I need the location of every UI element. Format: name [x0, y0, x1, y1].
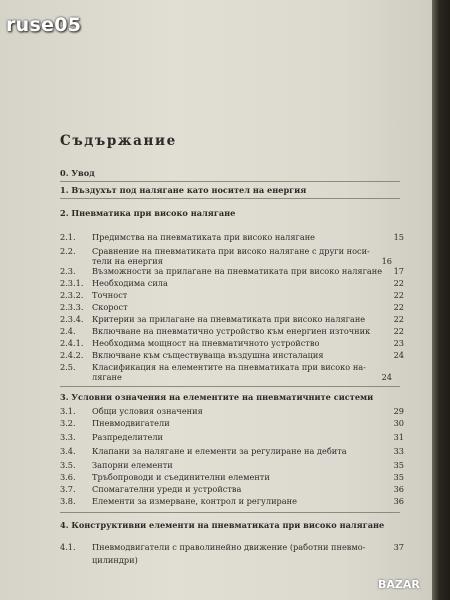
toc-text: Спомагателни уреди и устройства — [92, 484, 242, 494]
toc-entry-2-4-2 — [60, 349, 404, 361]
toc-chapter-3 — [60, 391, 404, 403]
watermark-bottom: BAZAR — [378, 578, 420, 591]
toc-number: 3.1. — [60, 406, 76, 416]
toc-text: Точност — [92, 290, 128, 300]
toc-text: Включване към съществуваща въздушна инсталация — [92, 350, 324, 360]
toc-number: 2.3.2. — [60, 290, 84, 300]
toc-page: 36 — [393, 484, 404, 494]
toc-page: 35 — [393, 472, 404, 482]
toc-number: 2.2. — [60, 246, 76, 256]
toc-entry-2-3 — [60, 265, 404, 277]
toc-text: Необходима мощност на пневматичното устройство — [92, 338, 320, 348]
toc-text: Общи условия означения — [92, 406, 203, 416]
toc-chapter-text: 1. Въздухът под налягане като носител на енергия — [60, 185, 307, 195]
toc-entry-2-4 — [60, 325, 404, 337]
toc-number: 3.8. — [60, 496, 76, 506]
toc-page: 15 — [393, 232, 404, 242]
toc-page: 22 — [393, 290, 404, 300]
toc-entry-3-8 — [60, 495, 404, 507]
toc-chapter-1 — [60, 184, 404, 196]
toc-number: 2.3.3. — [60, 302, 84, 312]
toc-text: Възможности за прилагане на пневматиката при високо налягане — [92, 266, 383, 276]
toc-entry-2-5-cont — [92, 371, 392, 383]
toc-number: 3.2. — [60, 418, 76, 428]
toc-number: 4.1. — [60, 542, 76, 552]
toc-text: тели на енергия — [92, 256, 163, 266]
toc-page: 31 — [393, 432, 404, 442]
toc-entry-3-1 — [60, 405, 404, 417]
toc-text: лягане — [92, 372, 122, 382]
toc-number: 2.3.1. — [60, 278, 84, 288]
toc-text: Предимства на пневматиката при високо налягане — [92, 232, 316, 242]
toc-entry-4-1-cont — [92, 554, 392, 566]
toc-entry-2-4-1 — [60, 337, 404, 349]
toc-chapter-text: 0. Увод — [60, 168, 95, 178]
toc-text: Включване на пневматично устройство към енергиен източник — [92, 326, 371, 336]
toc-number: 3.5. — [60, 460, 76, 470]
toc-entry-2-1 — [60, 231, 404, 243]
toc-number: 3.3. — [60, 432, 76, 442]
toc-page: 36 — [393, 496, 404, 506]
toc-page: 30 — [393, 418, 404, 428]
toc-text: Запорни елементи — [92, 460, 173, 470]
toc-entry-2-3-3 — [60, 301, 404, 313]
toc-text: Пневмодвигатели с праволинейно движение (работни пневмо- — [92, 542, 366, 552]
divider — [60, 386, 400, 387]
toc-text: Класификация на елементите на пневматиката при високо на- — [92, 362, 366, 372]
toc-chapter-0 — [60, 167, 404, 179]
toc-entry-4-1 — [60, 541, 404, 553]
watermark: ruse05 — [6, 14, 82, 36]
toc-page: 24 — [393, 350, 404, 360]
toc-text: Клапани за налягане и елементи за регулиране на дебита — [92, 446, 347, 456]
contents-title: Съдържание — [60, 133, 177, 149]
toc-page: 22 — [393, 302, 404, 312]
toc-number: 2.3.4. — [60, 314, 84, 324]
toc-page: 16 — [381, 256, 392, 266]
toc-entry-2-3-2 — [60, 289, 404, 301]
toc-text: Скорост — [92, 302, 128, 312]
toc-text: цилиндри) — [92, 555, 138, 565]
toc-chapter-text: 2. Пневматика при високо налягане — [60, 208, 236, 218]
toc-entry-2-3-4 — [60, 313, 404, 325]
divider — [60, 512, 400, 513]
toc-entry-3-4 — [60, 445, 404, 457]
toc-entry-2-3-1 — [60, 277, 404, 289]
toc-chapter-2 — [60, 207, 404, 219]
toc-text: Тръбопроводи и съединителни елементи — [92, 472, 270, 482]
divider — [60, 181, 400, 182]
toc-page: 33 — [393, 446, 404, 456]
toc-number: 2.5. — [60, 362, 76, 372]
toc-page: 35 — [393, 460, 404, 470]
toc-number: 2.4.1. — [60, 338, 84, 348]
toc-text: Разпределители — [92, 432, 163, 442]
toc-page: 22 — [393, 278, 404, 288]
toc-page: 29 — [393, 406, 404, 416]
toc-entry-3-6 — [60, 471, 404, 483]
toc-page: 22 — [393, 314, 404, 324]
toc-number: 3.4. — [60, 446, 76, 456]
toc-entry-3-5 — [60, 459, 404, 471]
toc-number: 2.1. — [60, 232, 76, 242]
toc-chapter-text: 3. Условни означения на елементите на пневматичните системи — [60, 392, 374, 402]
toc-page: 24 — [381, 372, 392, 382]
book-spine — [432, 0, 450, 600]
toc-entry-3-7 — [60, 483, 404, 495]
toc-number: 3.7. — [60, 484, 76, 494]
toc-number: 2.4. — [60, 326, 76, 336]
toc-text: Критерии за прилагане на пневматиката при високо налягане — [92, 314, 366, 324]
divider — [60, 198, 400, 199]
toc-chapter-text: 4. Конструктивни елементи на пневматиката при високо налягане — [60, 520, 385, 530]
toc-number: 2.4.2. — [60, 350, 84, 360]
toc-page: 37 — [393, 542, 404, 552]
toc-entry-3-2 — [60, 417, 404, 429]
toc-page: 17 — [393, 266, 404, 276]
toc-text: Елементи за измерване, контрол и регулиране — [92, 496, 297, 506]
toc-text: Сравнение на пневматиката при високо налягане с други носи- — [92, 246, 370, 256]
toc-text: Необходима сила — [92, 278, 168, 288]
toc-entry-3-3 — [60, 431, 404, 443]
toc-page: 22 — [393, 326, 404, 336]
toc-number: 3.6. — [60, 472, 76, 482]
toc-text: Пневмодвигатели — [92, 418, 170, 428]
toc-number: 2.3. — [60, 266, 76, 276]
toc-page: 23 — [393, 338, 404, 348]
toc-chapter-4 — [60, 519, 404, 531]
